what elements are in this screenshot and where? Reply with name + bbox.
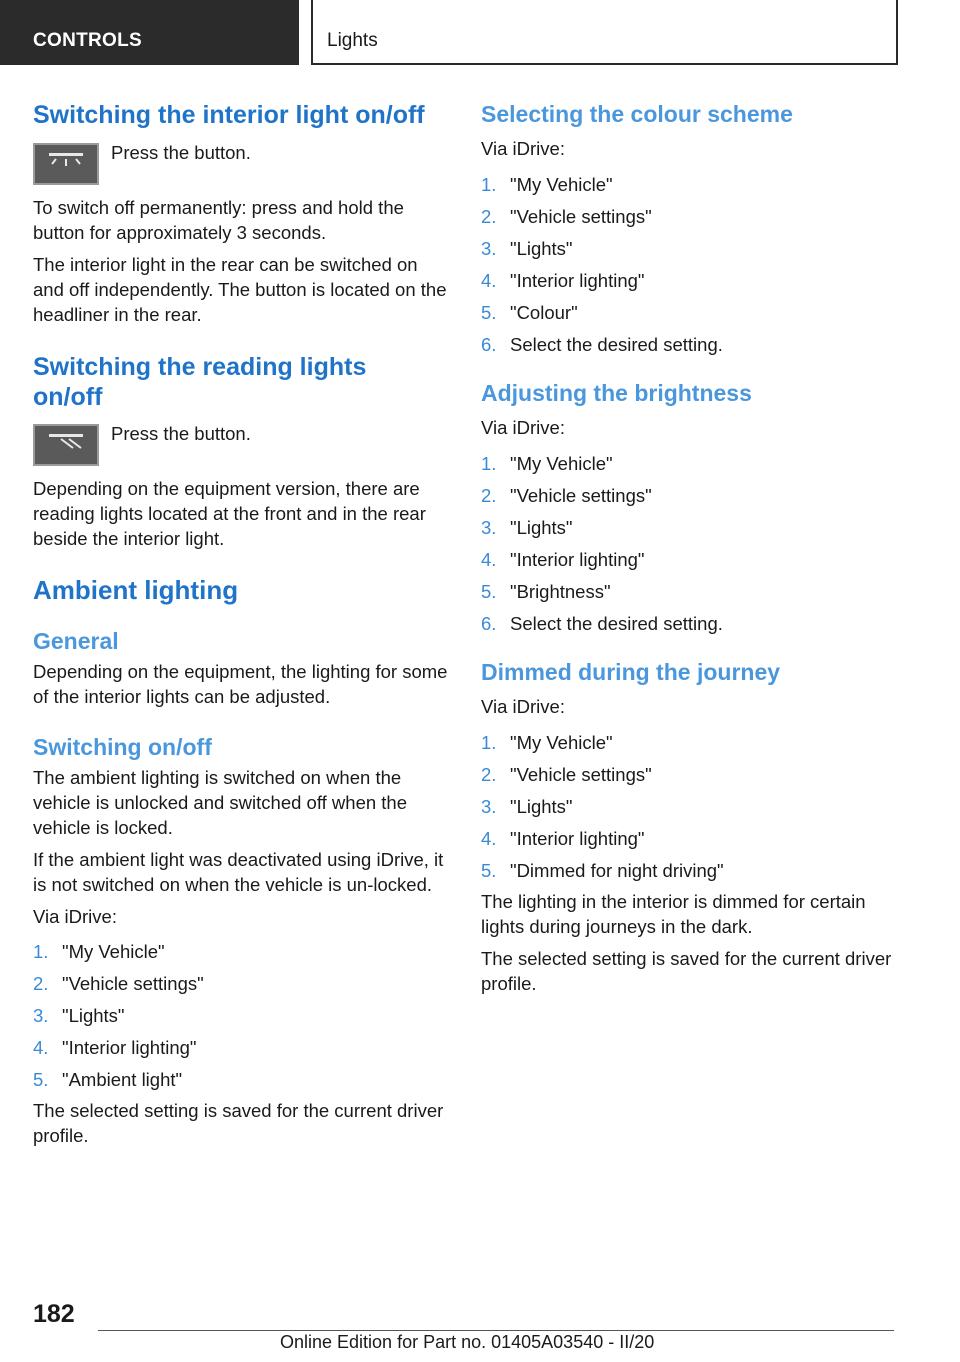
switch-off-text: To switch off permanently: press and hold the button for approximately 3 seconds.: [33, 197, 404, 243]
dimmed-steps-list: [481, 727, 901, 887]
via-idrive-label-2: Via iDrive:: [481, 417, 565, 438]
page-number: 182: [33, 1300, 75, 1328]
reading-lights-text: Depending on the equipment version, there are reading lights located at the front and in the rear beside the interior light.: [33, 478, 426, 549]
list-item: 4. "Interior lighting": [481, 828, 645, 849]
list-item: 1. "My Vehicle": [33, 941, 165, 962]
heading-reading-lights-line2: on/off: [33, 383, 103, 411]
via-idrive-label-1: Via iDrive:: [481, 138, 565, 159]
brightness-steps-list: [481, 448, 901, 640]
list-item: 3. "Lights": [481, 796, 573, 817]
list-item: 6. Select the desired setting.: [481, 613, 723, 634]
saved-setting-text-right: The selected setting is saved for the current driver profile.: [481, 948, 892, 994]
via-idrive-label: Via iDrive:: [33, 906, 117, 927]
list-item: 2. "Vehicle settings": [481, 485, 652, 506]
list-item: 2. "Vehicle settings": [33, 973, 204, 994]
section-header: [0, 0, 299, 65]
list-item: 3. "Lights": [481, 517, 573, 538]
interior-light-button-icon: [33, 143, 99, 185]
list-item: 6. Select the desired setting.: [481, 334, 723, 355]
press-button-text-2: Press the button.: [111, 423, 251, 444]
footer-divider: [98, 1330, 894, 1331]
colour-steps-list: [481, 169, 901, 361]
deactivated-text: If the ambient light was deactivated using iDrive, it is not switched on when the vehicle is un-locked.: [33, 849, 444, 895]
heading-brightness: Adjusting the brightness: [481, 380, 752, 406]
rear-light-text: The interior light in the rear can be switched on and off independently. The button is located on the headliner in the rear.: [33, 254, 447, 325]
switching-text: The ambient lighting is switched on when the vehicle is unlocked and switched off when the vehicle is locked.: [33, 767, 408, 838]
heading-ambient-lighting: Ambient lighting: [33, 575, 239, 605]
heading-dimmed-journey: Dimmed during the journey: [481, 659, 781, 685]
heading-reading-lights-line1: Switching the reading lights: [33, 353, 367, 381]
press-button-text: Press the button.: [111, 142, 251, 163]
list-item: 5. "Brightness": [481, 581, 611, 602]
heading-switching-on-off: Switching on/off: [33, 734, 212, 760]
edition-info: Online Edition for Part no. 01405A03540 - II/20: [280, 1332, 655, 1352]
list-item: 3. "Lights": [33, 1005, 125, 1026]
list-item: 5. "Dimmed for night driving": [481, 860, 724, 881]
list-item: 5. "Ambient light": [33, 1069, 183, 1090]
list-item: 1. "My Vehicle": [481, 732, 613, 753]
heading-general: General: [33, 628, 119, 654]
general-text: Depending on the equipment, the lighting for some of the interior lights can be adjusted.: [33, 661, 448, 707]
list-item: 4. "Interior lighting": [481, 270, 645, 291]
chapter-title: Lights: [327, 30, 378, 51]
heading-colour-scheme: Selecting the colour scheme: [481, 101, 793, 127]
heading-interior-light: Switching the interior light on/off: [33, 101, 425, 129]
dimmed-text: The lighting in the interior is dimmed for certain lights during journeys in the dark.: [481, 891, 866, 937]
saved-setting-text: The selected setting is saved for the current driver profile.: [33, 1100, 444, 1146]
list-item: 5. "Colour": [481, 302, 578, 323]
left-column: [33, 100, 448, 1148]
ambient-steps-list: [33, 936, 448, 1096]
chapter-header: [311, 0, 898, 65]
list-item: 1. "My Vehicle": [481, 453, 613, 474]
list-item: 2. "Vehicle settings": [481, 764, 652, 785]
list-item: 4. "Interior lighting": [33, 1037, 197, 1058]
list-item: 1. "My Vehicle": [481, 174, 613, 195]
right-column: [481, 100, 901, 996]
section-title: CONTROLS: [33, 30, 143, 51]
heading-reading-lights: [33, 352, 448, 412]
list-item: 4. "Interior lighting": [481, 549, 645, 570]
via-idrive-label-3: Via iDrive:: [481, 696, 565, 717]
list-item: 3. "Lights": [481, 238, 573, 259]
list-item: 2. "Vehicle settings": [481, 206, 652, 227]
reading-light-button-icon: [33, 424, 99, 466]
